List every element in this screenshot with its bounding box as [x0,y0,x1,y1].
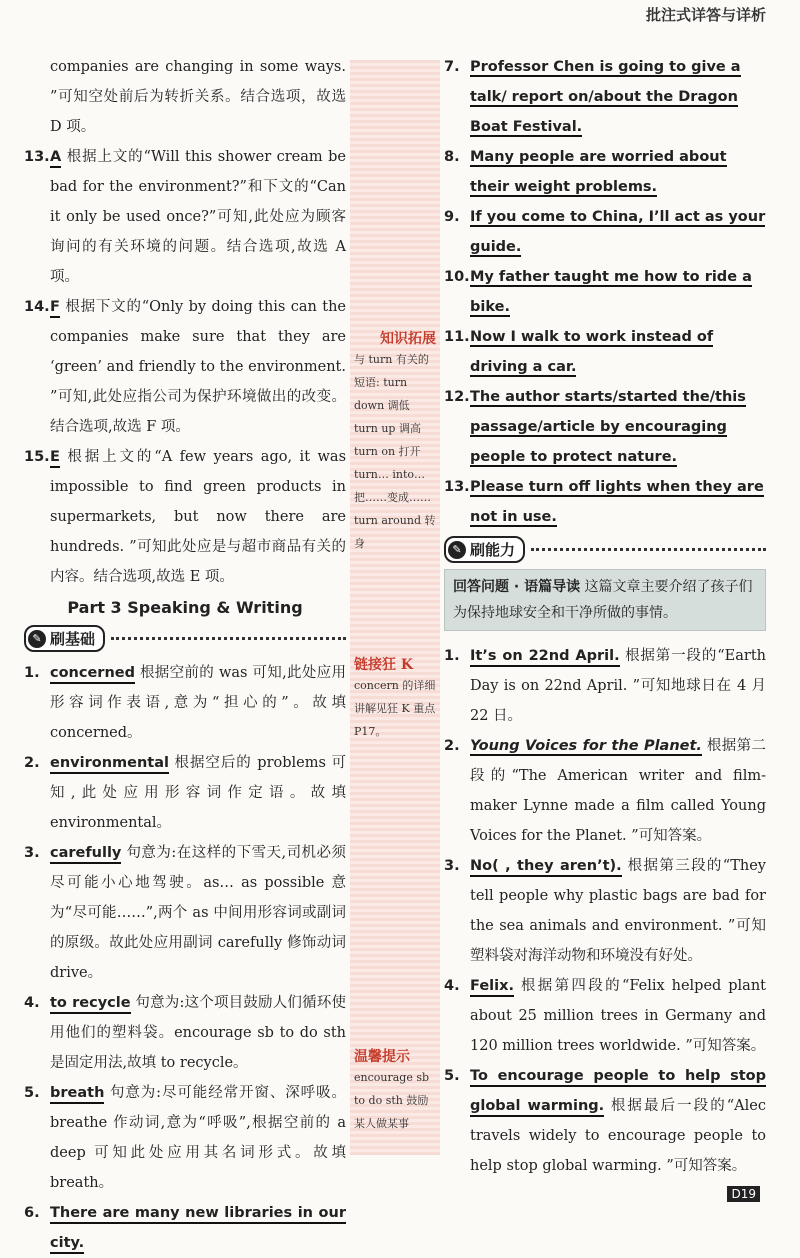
left-column [24,52,346,1258]
question-3: 3. No( , they aren’t). 根据第三段的“They tell people why plastic bags are bad for the sea animals and environment. ”可知塑料袋对海洋动物和环境没有好处。 [444,858,766,964]
question-1: 1. It’s on 22nd April. 根据第一段的“Earth Day is on 22nd April. ”可知地球日在 4 月 22 日。 [444,648,766,724]
writing-7: 7. Professor Chen is going to give a talk/ report on/about the Dragon Boat Festival. [444,59,741,135]
guide-label: 回答问题 · 语篇导读 [453,579,581,595]
answer-14: 14. F 根据下文的“Only by doing this can the companies make sure that they are ‘green’ and friendly to the environment. ”可知,此处应指公司为保护环境做出的改变。结合选项,故选 F 项。 [24,299,347,435]
question-2: 2. Young Voices for the Planet. 根据第二段的“The American writer and film-maker Lynne made a film called Young Voices for the Planet. ”可知答案。 [444,738,767,844]
tip-title-knowledge: 知识拓展 [380,331,436,347]
answer-15: 15. E 根据上文的“A few years ago, it was impossible to find green products in supermarkets, but now there are hundreds. ”可知此处应是与超市商品有关的内容。结合选项,故选 E 项。 [24,449,347,585]
tip-knowledge: 与 turn 有关的短语: turn down 调低 turn up 调高 turn on 打开 turn… into… 把……变成…… turn around 转身 [354,353,436,550]
writing-12: 12. The author starts/started the/this passage/article by encouraging people to protect nature. [444,389,746,465]
dotted-divider [111,637,346,640]
annotation-sidebar [350,60,440,1155]
writing-6: 6. There are many new libraries in our city. [24,1198,346,1258]
writing-10: 10. My father taught me how to ride a bike. [444,269,752,315]
continuation-text: companies are changing in some ways. ”可知空处前后为转折关系。结合选项，故选 D 项。 [50,59,346,135]
tip-link: concern 的详细讲解见狂 K 重点 P17。 [354,679,436,738]
answer-13: 13. A 根据上文的“Will this shower cream be bad for the environment?”和下文的“Can it only be used once?”可知,此处应为顾客询问的有关环境的问题。结合选项,故选 A 项。 [24,149,347,285]
writing-11: 11. Now I walk to work instead of driving a car. [444,329,714,375]
section-badge-2: ✎ 刷能力 [444,536,525,563]
reading-guide-box [444,569,766,631]
tip-title-link: 链接狂 K [354,657,414,673]
right-column [444,52,766,1181]
part-heading: Part 3 Speaking & Writing [67,598,303,617]
writing-5: 5. breath 句意为:尽可能经常开窗、深呼吸。breathe 作动词,意为“呼吸”,根据空前的 a deep 可知此处应用其名词形式。故填 breath。 [24,1085,347,1191]
brush-icon: ✎ [28,630,46,648]
question-5: 5. To encourage people to help stop global warming. 根据最后一段的“Alec travels widely to encourage people to help stop global warming. ”可知答案。 [444,1068,766,1174]
writing-13: 13. Please turn off lights when they are not in use. [444,479,764,525]
writing-3: 3. carefully 句意为:在这样的下雪天,司机必须尽可能小心地驾驶。as… as possible 意为“尽可能……”,两个 as 中间用形容词或副词的原级。故此处应用副词 carefully 修饰动词 drive。 [24,845,346,981]
writing-2: 2. environmental 根据空后的 problems 可知,此处应用形容词作定语。故填 environmental。 [24,755,347,831]
guide-text: 这篇文章主要介绍了孩子们为保持地球安全和干净所做的事情。 [453,579,753,621]
question-4: 4. Felix. 根据第四段的“Felix helped plant about 25 million trees in Germany and 120 million trees worldwide. ”可知答案。 [444,978,766,1054]
writing-1: 1. concerned 根据空前的 was 可知,此处应用形容词作表语,意为“担心的”。故填 concerned。 [24,665,346,741]
section-badge-row [24,625,346,652]
writing-9: 9. If you come to China, I’ll act as your guide. [444,209,766,255]
tip-title-reminder: 温馨提示 [354,1049,410,1065]
tip-reminder: encourage sb to do sth 鼓励某人做某事 [354,1071,430,1130]
section-badge-row-2 [444,536,766,563]
writing-8: 8. Many people are worried about their weight problems. [444,149,727,195]
page-number: D19 [727,1186,760,1202]
writing-4: 4. to recycle 句意为:这个项目鼓励人们循环使用他们的塑料袋。encourage sb to do sth 是固定用法,故填 to recycle。 [24,995,347,1071]
dotted-divider [531,548,766,551]
brush-icon: ✎ [448,541,466,559]
page-header: 批注式详答与详析 [645,6,766,24]
section-badge: ✎ 刷基础 [24,625,105,652]
